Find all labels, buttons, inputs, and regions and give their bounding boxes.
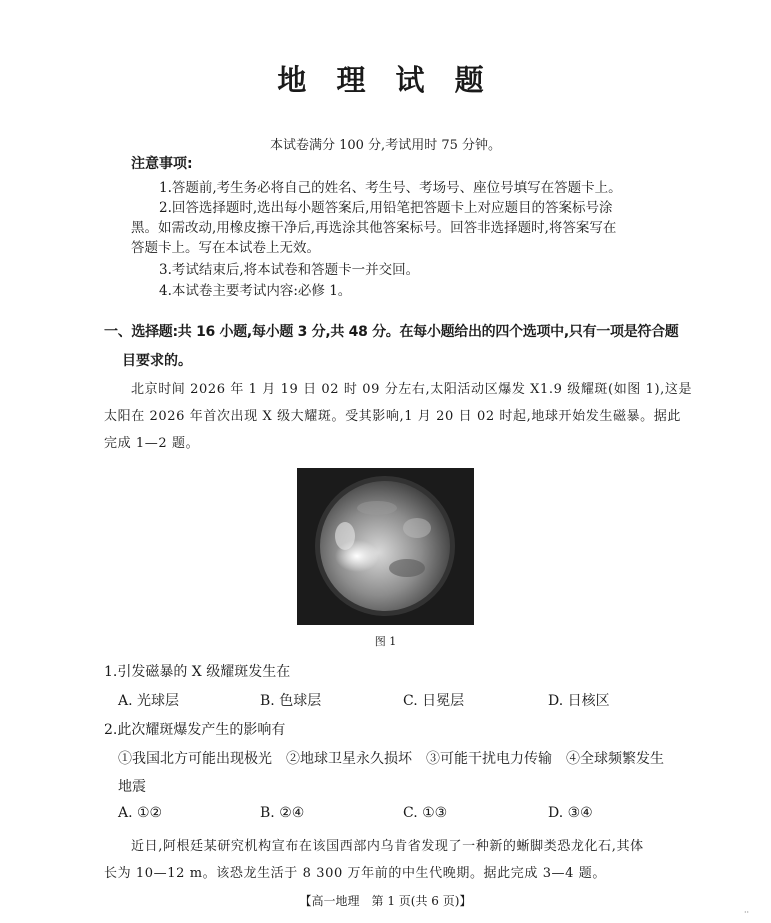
q1-option-a: A. 光球层 [118,693,180,709]
q1-option-c: C. 日冕层 [403,693,465,709]
notice-line-3: 黑。如需改动,用橡皮擦干净后,再选涂其他答案标号。回答非选择题时,将答案写在 [131,220,617,236]
q2-statements-cont: 地震 [118,779,146,795]
q2-option-b: B. ②④ [260,805,305,821]
section-heading-cont: 目要求的。 [122,353,192,369]
passage2-line-2: 长为 10—12 m。该恐龙生活于 8 300 万年前的中生代晚期。据此完成 3—4 题。 [104,866,606,881]
passage1-line-2: 太阳在 2026 年首次出现 X 级大耀斑。受其影响,1 月 20 日 02 时起,地球开始发生磁暴。据此 [104,409,681,424]
corner-mark: ·· [744,908,750,917]
section-heading: 一、选择题:共 16 小题,每小题 3 分,共 48 分。在每小题给出的四个选项中,只有一项是符合题 [104,324,679,340]
figure-1-sun-image [297,468,474,625]
q1-option-b: B. 色球层 [260,693,322,709]
question-2-stem: 2.此次耀斑爆发产生的影响有 [104,722,286,738]
figure-1-caption: 图 1 [374,635,397,648]
page-footer: 【高一地理 第 1 页(共 6 页)】 [299,894,472,908]
q2-option-c: C. ①③ [403,805,448,821]
page-title: 地 理 试 题 [277,63,494,97]
q2-option-d: D. ③④ [548,805,593,821]
passage1-line-3: 完成 1—2 题。 [104,436,200,451]
question-1-stem: 1.引发磁暴的 X 级耀斑发生在 [104,664,291,680]
q2-option-a: A. ①② [118,805,163,821]
sun-image-graphic [297,468,474,625]
passage2-line-1: 近日,阿根廷某研究机构宣布在该国西部内乌肯省发现了一种新的蜥脚类恐龙化石,其体 [131,839,644,854]
exam-info: 本试卷满分 100 分,考试用时 75 分钟。 [269,138,502,153]
q2-statements: ①我国北方可能出现极光 ②地球卫星永久损坏 ③可能干扰电力传输 ④全球频繁发生 [118,751,664,767]
notice-line-5: 3.考试结束后,将本试卷和答题卡一并交回。 [159,262,420,278]
notice-heading: 注意事项: [131,156,193,172]
passage1-line-1: 北京时间 2026 年 1 月 19 日 02 时 09 分左右,太阳活动区爆发 X1.9 级耀斑(如图 1),这是 [131,382,693,397]
q1-option-d: D. 日核区 [548,693,610,709]
notice-line-6: 4.本试卷主要考试内容:必修 1。 [159,283,352,299]
notice-line-1: 1.答题前,考生务必将自己的姓名、考生号、考场号、座位号填写在答题卡上。 [159,180,622,196]
notice-line-4: 答题卡上。写在本试卷上无效。 [131,240,320,256]
notice-line-2: 2.回答选择题时,选出每小题答案后,用铅笔把答题卡上对应题目的答案标号涂 [159,200,613,216]
